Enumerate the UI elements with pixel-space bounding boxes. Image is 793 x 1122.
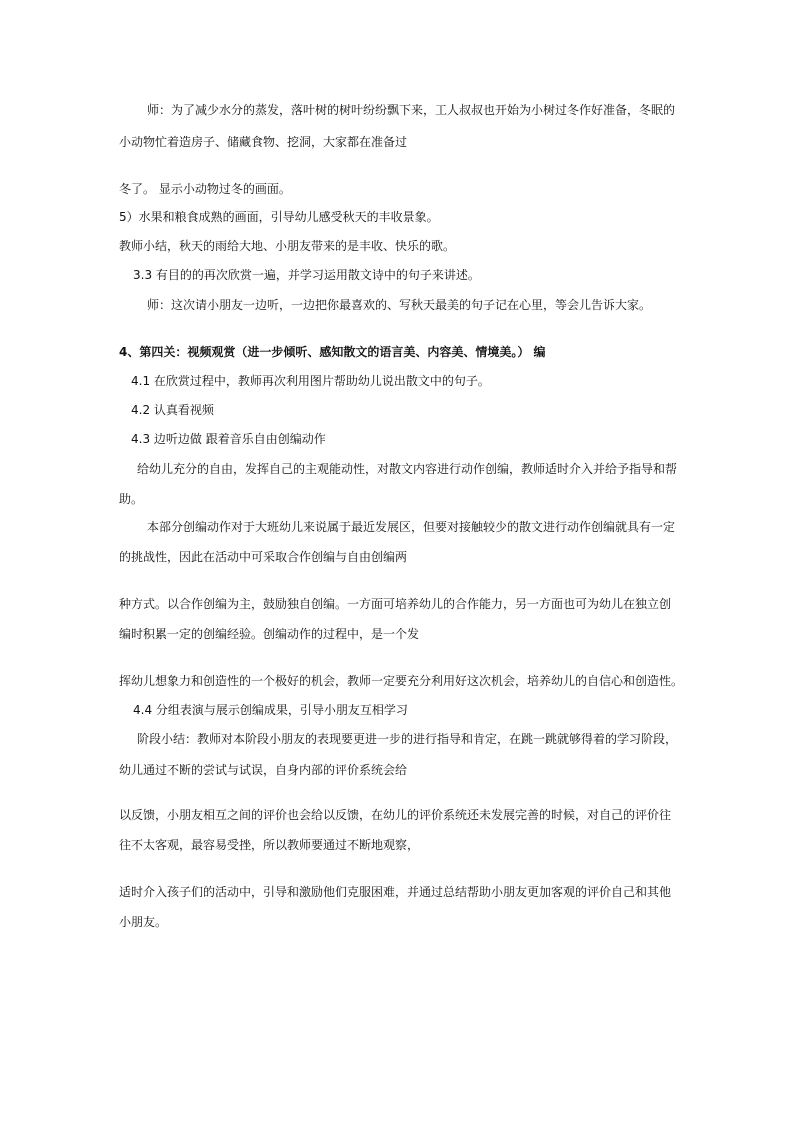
paragraph-line: 师：这次请小朋友一边听，一边把你最喜欢的、写秋天最美的句子记在心里，等会儿告诉大家。: [147, 298, 652, 312]
paragraph-line: 以反馈，小朋友相互之间的评价也会给以反馈，在幼儿的评价系统还未发展完善的时候，对自己的评价往: [119, 808, 672, 822]
paragraph-line: 师：为了减少水分的蒸发，落叶树的树叶纷纷飘下来，工人叔叔也开始为小树过冬作好准备，冬眠的: [147, 103, 676, 117]
paragraph-line: 本部分创编动作对于大班幼儿来说属于最近发展区，但要对接触较少的散文进行动作创编就具有一定: [147, 520, 676, 534]
paragraph-line: 往不太客观，最容易受挫，所以教师要通过不断地观察，: [119, 838, 420, 852]
paragraph-line: 小动物忙着造房子、储藏食物、挖洞，大家都在准备过: [119, 135, 408, 149]
paragraph-line: 4.3 边听边做 跟着音乐自由创编动作: [131, 432, 326, 446]
paragraph-line: 4.1 在欣赏过程中，教师再次利用图片帮助幼儿说出散文中的句子。: [131, 374, 490, 388]
paragraph-line: 助。: [119, 492, 144, 506]
paragraph-line: 给幼儿充分的自由，发挥自己的主观能动性，对散文内容进行动作创编，教师适时介入并给予指导和帮: [137, 462, 678, 476]
paragraph-line: 3.3 有目的的再次欣赏一遍，并学习运用散文诗中的句子来讲述。: [133, 268, 480, 282]
paragraph-line: 挥幼儿想象力和创造性的一个极好的机会，教师一定要充分利用好这次机会，培养幼儿的自信心和创造性。: [119, 674, 684, 688]
paragraph-line: 教师小结，秋天的雨给大地、小朋友带来的是丰收、快乐的歌。: [119, 239, 456, 253]
paragraph-line: 4.4 分组表演与展示创编成果，引导小朋友互相学习: [133, 703, 408, 717]
paragraph-line: 种方式。以合作创编为主，鼓励独自创编。一方面可培养幼儿的合作能力，另一方面也可为幼儿在独立创: [119, 597, 672, 611]
paragraph-line: 阶段小结：教师对本阶段小朋友的表现要更进一步的进行指导和肯定，在跳一跳就够得着的学习阶段，: [137, 732, 678, 746]
paragraph-line: 幼儿通过不断的尝试与试误，自身内部的评价系统会给: [119, 763, 408, 777]
paragraph-line: 4.2 认真看视频: [131, 403, 214, 417]
paragraph-line: 的挑战性，因此在活动中可采取合作创编与自由创编两: [119, 550, 408, 564]
section-heading: 4、第四关：视频观赏（进一步倾听、感知散文的语言美、内容美、情境美。） 编: [119, 345, 546, 359]
paragraph-line: 5）水果和粮食成熟的画面，引导幼儿感受秋天的丰收景象。: [119, 210, 439, 224]
paragraph-line: 冬了。 显示小动物过冬的画面。: [119, 182, 291, 196]
paragraph-line: 编时积累一定的创编经验。创编动作的过程中，是一个发: [119, 627, 420, 641]
paragraph-line: 小朋友。: [119, 915, 168, 929]
paragraph-line: 适时介入孩子们的活动中，引导和激励他们克服困难，并通过总结帮助小朋友更加客观的评价自己和其他: [119, 885, 672, 899]
